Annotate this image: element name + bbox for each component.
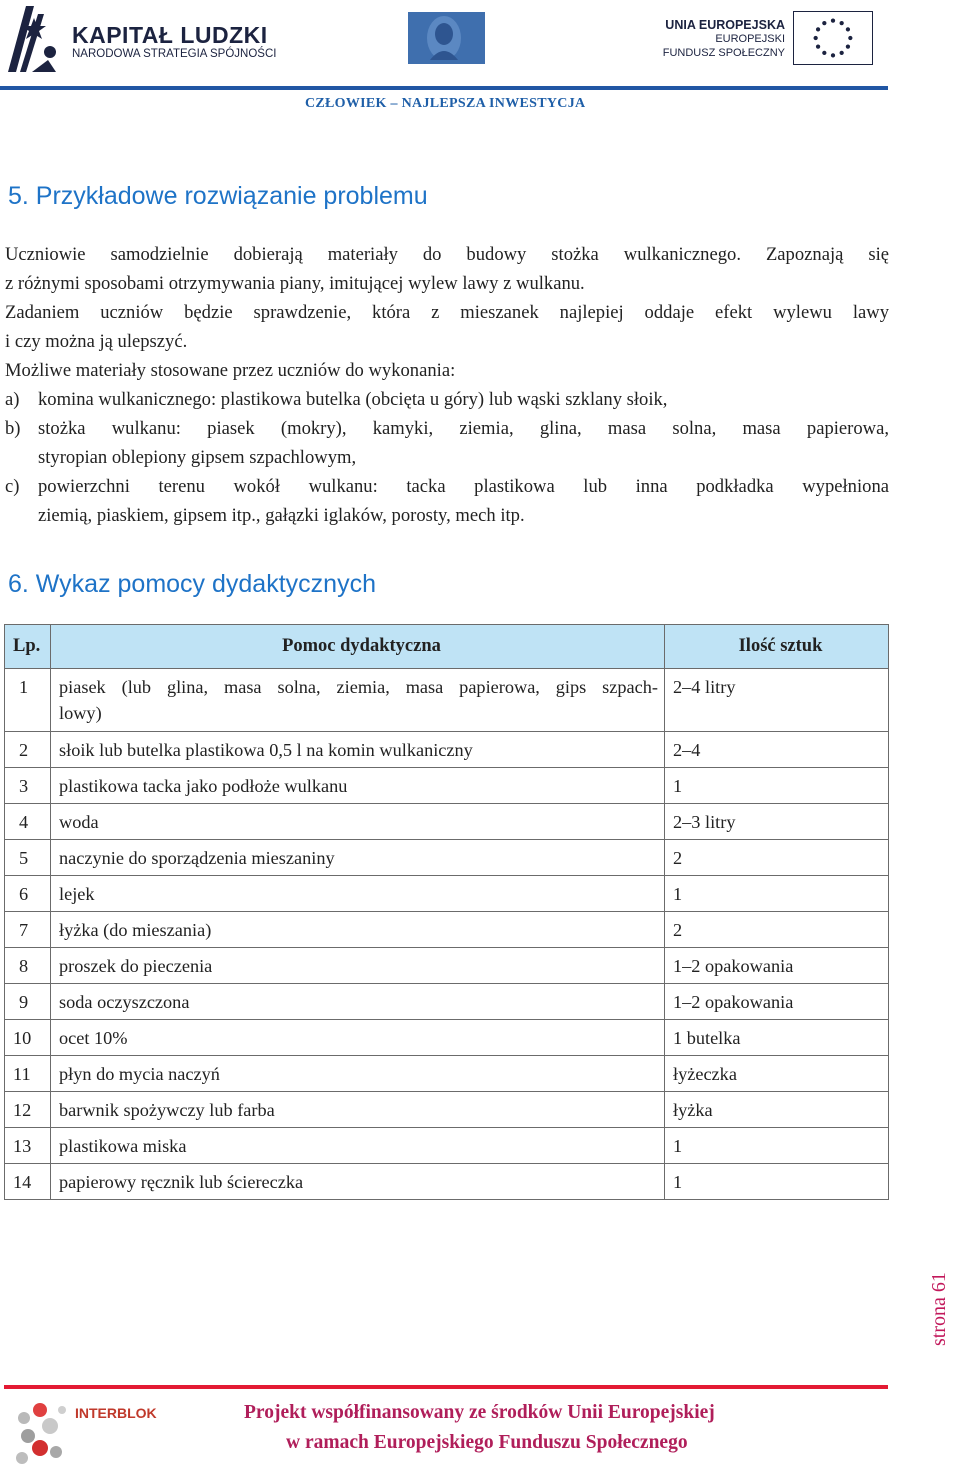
didactic-aids-table (4, 624, 889, 1200)
materials-item-b (5, 414, 889, 472)
paragraph-line: i czy można ją ulepszyć. (5, 331, 188, 352)
row-lp: 3 (5, 768, 51, 804)
row-qty: 1 (665, 1164, 889, 1200)
row-item (51, 876, 665, 912)
row-qty: 2–4 litry (665, 669, 889, 732)
row-lp: 5 (5, 840, 51, 876)
ue-line-1: UNIA EUROPEJSKA (665, 18, 785, 32)
table-row (5, 1020, 889, 1056)
table-row (5, 1164, 889, 1200)
row-qty: 2–3 litry (665, 804, 889, 840)
row-lp: 4 (5, 804, 51, 840)
interblok-text: INTERBLOK (75, 1405, 157, 1421)
list-item-text: komina wulkanicznego: plastikowa butelka (obcięta u góry) lub wąski szklany słoik, (38, 389, 668, 410)
row-lp: 12 (5, 1092, 51, 1128)
ue-text-block (660, 18, 785, 60)
table-row (5, 804, 889, 840)
table-row (5, 1092, 889, 1128)
row-item-line: soda oczyszczona (59, 992, 190, 1012)
row-item (51, 948, 665, 984)
row-qty: 1 butelka (665, 1020, 889, 1056)
row-item-line: papierowy ręcznik lub ściereczka (59, 1172, 304, 1192)
table-row (5, 669, 889, 732)
row-qty: 1 (665, 876, 889, 912)
kapital-ludzki-logo (4, 2, 64, 76)
footer-line-2: w ramach Europejskiego Funduszu Społecznego (286, 1432, 688, 1453)
table-row (5, 768, 889, 804)
section-5-paragraph (5, 240, 889, 385)
header-rule (0, 86, 888, 90)
row-qty: 2 (665, 912, 889, 948)
table-row (5, 732, 889, 768)
row-lp: 7 (5, 912, 51, 948)
paragraph-line: Uczniowie samodzielnie dobierają materiały do budowy stożka wulkanicznego. Zapoznają się (5, 244, 889, 265)
ue-line-2: EUROPEJSKI (715, 33, 785, 45)
eu-flag-icon (793, 11, 873, 65)
table-row (5, 876, 889, 912)
row-item (51, 1164, 665, 1200)
row-item-line: ocet 10% (59, 1028, 128, 1048)
row-lp: 11 (5, 1056, 51, 1092)
row-item (51, 1092, 665, 1128)
table-row (5, 1128, 889, 1164)
row-item (51, 1056, 665, 1092)
footer-line-1: Projekt współfinansowany ze środków Unii Europejskiej (244, 1402, 715, 1423)
paragraph-line: Zadaniem uczniów będzie sprawdzenie, która z mieszanek najlepiej oddaje efekt wylewu lawy (5, 302, 889, 323)
row-item (51, 984, 665, 1020)
row-lp: 8 (5, 948, 51, 984)
row-qty: 2 (665, 840, 889, 876)
page-number-text: strona 61 (928, 1272, 950, 1346)
row-item-line: plastikowa miska (59, 1136, 187, 1156)
row-item (51, 912, 665, 948)
paragraph-line: z różnymi sposobami otrzymywania piany, imitującej wylew lawy z wulkanu. (5, 273, 585, 294)
tagline: CZŁOWIEK – NAJLEPSZA INWESTYCJA (305, 96, 586, 111)
footer-rule (4, 1385, 888, 1389)
list-marker: c) (5, 476, 20, 497)
table-row (5, 984, 889, 1020)
materials-intro: Możliwe materiały stosowane przez uczniów do wykonania: (5, 360, 456, 381)
column-header-item: Pomoc dydaktyczna (51, 625, 665, 669)
column-header-lp: Lp. (5, 625, 51, 669)
row-item (51, 1128, 665, 1164)
row-lp: 6 (5, 876, 51, 912)
table-row (5, 912, 889, 948)
section-5-heading: 5. Przykładowe rozwiązanie problemu (8, 182, 428, 210)
portrait-logo (408, 12, 485, 64)
table-row (5, 840, 889, 876)
row-item-line: barwnik spożywczy lub farba (59, 1100, 275, 1120)
table-row (5, 1056, 889, 1092)
row-item (51, 669, 665, 732)
row-item (51, 804, 665, 840)
row-item-line: naczynie do sporządzenia mieszaniny (59, 848, 335, 868)
row-qty: 1–2 opakowania (665, 984, 889, 1020)
list-item-text: stożka wulkanu: piasek (mokry), kamyki, ziemia, glina, masa solna, masa papierowa, (38, 418, 889, 439)
row-lp: 1 (5, 669, 51, 732)
row-qty: łyżka (665, 1092, 889, 1128)
row-qty: łyżeczka (665, 1056, 889, 1092)
kapital-ludzki-subtitle: NARODOWA STRATEGIA SPÓJNOŚCI (72, 48, 277, 60)
row-item-line: plastikowa tacka jako podłoże wulkanu (59, 776, 348, 796)
row-lp: 13 (5, 1128, 51, 1164)
row-item-line: woda (59, 812, 99, 832)
row-lp: 14 (5, 1164, 51, 1200)
row-lp: 9 (5, 984, 51, 1020)
row-lp: 2 (5, 732, 51, 768)
materials-item-a (5, 385, 889, 414)
row-item (51, 732, 665, 768)
list-item-text: powierzchni terenu wokół wulkanu: tacka plastikowa lub inna podkładka wypełniona (38, 476, 889, 497)
ue-line-3: FUNDUSZ SPOŁECZNY (662, 47, 785, 59)
row-lp: 10 (5, 1020, 51, 1056)
row-item (51, 1020, 665, 1056)
page-number (928, 1258, 958, 1348)
list-item-text: ziemią, piaskiem, gipsem itp., gałązki iglaków, porosty, mech itp. (38, 505, 525, 526)
row-qty: 1 (665, 1128, 889, 1164)
section-6-heading: 6. Wykaz pomocy dydaktycznych (8, 570, 376, 598)
list-item-text: styropian oblepiony gipsem szpachlowym, (38, 447, 357, 468)
row-qty: 1 (665, 768, 889, 804)
row-qty: 2–4 (665, 732, 889, 768)
row-item-line: proszek do pieczenia (59, 956, 213, 976)
row-item-line: piasek (lub glina, masa solna, ziemia, masa papierowa, gips szpach- (59, 677, 658, 697)
table-row (5, 948, 889, 984)
materials-item-c (5, 472, 889, 530)
row-item-line: słoik lub butelka plastikowa 0,5 l na komin wulkaniczny (59, 740, 473, 760)
list-marker: a) (5, 389, 20, 410)
row-item-line: lejek (59, 884, 95, 904)
row-item-line: lowy) (59, 703, 102, 723)
list-marker: b) (5, 418, 21, 439)
row-item (51, 768, 665, 804)
row-item-line: łyżka (do mieszania) (59, 920, 212, 940)
row-item (51, 840, 665, 876)
row-qty: 1–2 opakowania (665, 948, 889, 984)
row-item-line: płyn do mycia naczyń (59, 1064, 220, 1084)
kapital-ludzki-title: KAPITAŁ LUDZKI (72, 22, 268, 48)
table-header-row (5, 625, 889, 669)
column-header-qty: Ilość sztuk (665, 625, 889, 669)
